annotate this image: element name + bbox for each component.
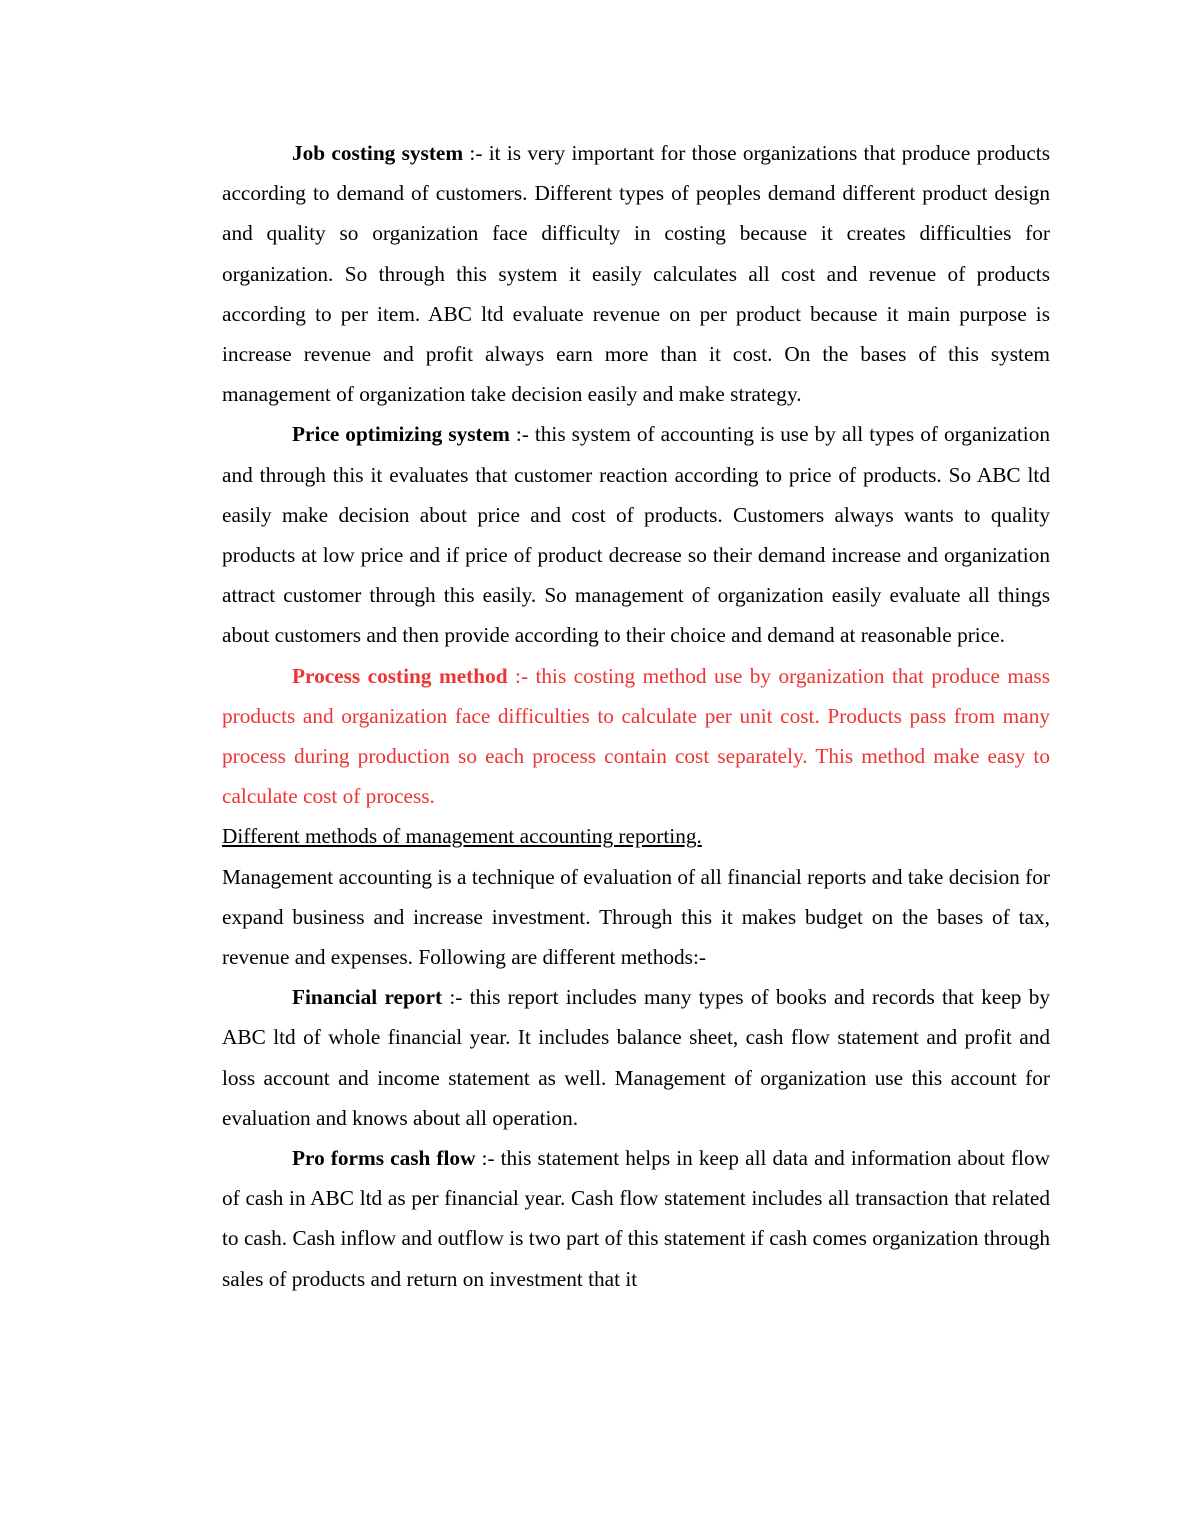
body-process-costing: :- this costing method use by organization that produce mass products and organization face difficulties to calculate per unit cost. Products pass from many process during production so each process contain cost separately. This method make easy to calculate cost of process. — [222, 663, 1050, 809]
body-pro-forms-cash-flow: :- this statement helps in keep all data and information about flow of cash in ABC ltd as per financial year. Cash flow statement includes all transaction that related to cash. Cash inflow and outflow is two part of this statement if cash comes organization through sales of products and return on investment that it — [222, 1146, 1050, 1291]
term-price-optimizing: Price optimizing system — [292, 422, 510, 447]
term-pro-forms-cash-flow: Pro forms cash flow — [292, 1146, 476, 1171]
term-process-costing: Process costing method — [292, 663, 508, 688]
paragraph-pro-forms-cash-flow — [222, 1138, 1050, 1299]
term-job-costing: Job costing system — [292, 141, 464, 165]
section-heading: Different methods of management accounting reporting. — [222, 824, 702, 849]
body-price-optimizing: :- this system of accounting is use by all types of organization and through this it evaluates that customer reaction according to price of products. So ABC ltd easily make decision about price and cost of products. Customers always wants to quality products at low price and if price of product decrease so their demand increase and organization attract customer through this easily. So management of organization easily evaluate all things about customers and then provide according to their choice and demand at reasonable price. — [222, 422, 1051, 648]
paragraph-price-optimizing — [222, 414, 1050, 655]
paragraph-intro: Management accounting is a technique of evaluation of all financial reports and take decision for expand business and increase investment. Through this it makes budget on the bases of tax, revenue and expenses. Following are different methods:- — [222, 864, 1050, 970]
term-financial-report: Financial report — [292, 985, 443, 1010]
body-financial-report: :- this report includes many types of books and records that keep by ABC ltd of whole financial year. It includes balance sheet, cash flow statement and profit and loss account and income statement as well. Management of organization use this account for evaluation and knows about all operation. — [222, 985, 1050, 1130]
paragraph-financial-report — [222, 977, 1050, 1138]
paragraph-job-costing — [222, 133, 1050, 414]
document-page — [222, 133, 1050, 1299]
paragraph-process-costing — [222, 656, 1050, 817]
body-job-costing: :- it is very important for those organizations that produce products according to demand of customers. Different types of peoples demand different product design and quality so organization face difficulty in costing because it creates difficulties for organization. So through this system it easily calculates all cost and revenue of products according to per item. ABC ltd evaluate revenue on per product because it main purpose is increase revenue and profit always earn more than it cost. On the bases of this system management of organization take decision easily and make strategy. — [222, 141, 1050, 407]
